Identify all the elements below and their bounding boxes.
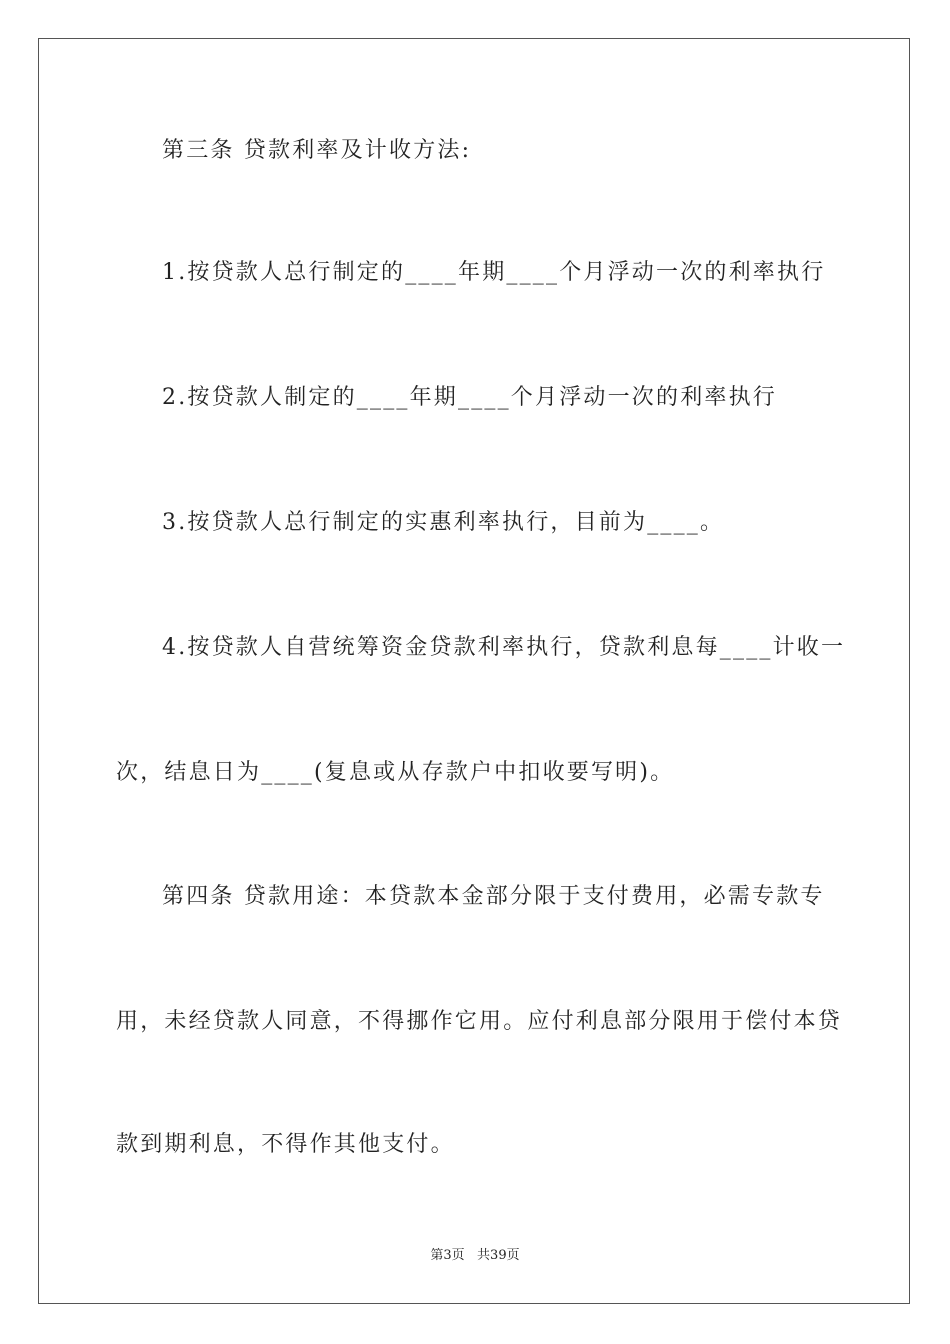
paragraph-line: 3.按贷款人总行制定的实惠利率执行，目前为____。 <box>162 510 725 535</box>
article-4-line: 第四条 贷款用途：本贷款本金部分限于支付费用，必需专款专 <box>162 884 825 909</box>
paragraph-line: 用，未经贷款人同意，不得挪作它用。应付利息部分限用于偿付本贷 <box>116 1009 843 1034</box>
page-border <box>38 38 910 1304</box>
paragraph-line: 次，结息日为____(复息或从存款户中扣收要写明)。 <box>116 760 675 785</box>
paragraph-line: 1.按贷款人总行制定的____年期____个月浮动一次的利率执行 <box>162 260 826 285</box>
paragraph-line: 款到期利息，不得作其他支付。 <box>116 1132 455 1157</box>
paragraph-line: 4.按贷款人自营统筹资金贷款利率执行，贷款利息每____计收一 <box>162 635 846 660</box>
article-3-heading: 第三条 贷款利率及计收方法: <box>162 138 472 163</box>
page-number: 第3页 共39页 <box>430 1248 520 1263</box>
paragraph-line: 2.按贷款人制定的____年期____个月浮动一次的利率执行 <box>162 385 777 410</box>
